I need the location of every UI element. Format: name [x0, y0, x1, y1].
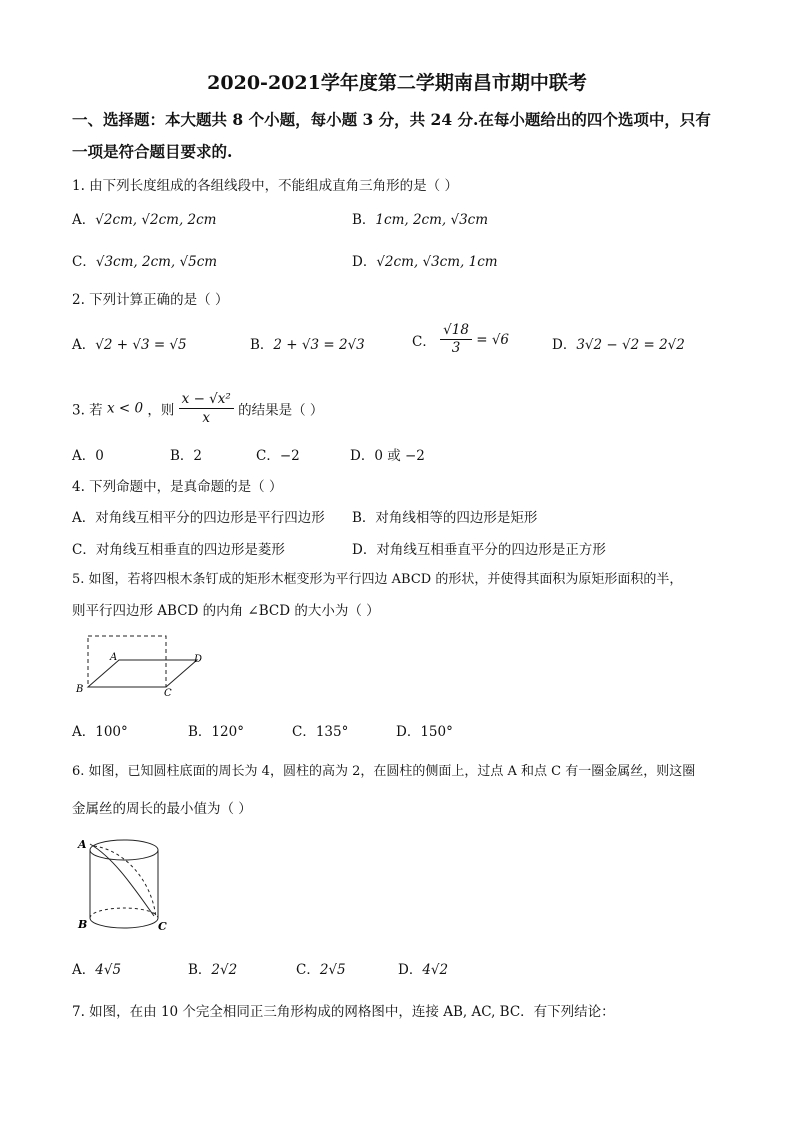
q2-stem: 2. 下列计算正确的是（ ） — [72, 292, 229, 308]
option-text: 2 + √3 = 2√3 — [273, 337, 365, 353]
q7-stem: 7. 如图，在由 10 个完全相同正三角形构成的网格图中，连接 AB, AC, BC．有下列结论： — [72, 1004, 615, 1020]
q5-option-c — [292, 720, 348, 740]
q5-line-1: 5. 如图，若将四根木条钉成的矩形木框变形为平行四边 ABCD 的形状，并使得其面积为原矩形面积的半， — [72, 572, 683, 587]
option-label: B． — [352, 510, 376, 526]
option-label: A． — [72, 510, 96, 526]
fraction-denominator: x — [202, 410, 211, 426]
option-text: −2 — [279, 448, 300, 464]
q1-option-b — [352, 208, 488, 228]
option-label: B． — [170, 448, 194, 464]
q1-option-a — [72, 208, 216, 228]
label-a: A — [110, 652, 118, 663]
q4-option-a — [72, 506, 325, 526]
option-text: 0 — [95, 448, 104, 464]
label-b: B — [76, 684, 84, 695]
option-label: D． — [396, 724, 421, 740]
q5-figure — [72, 630, 222, 700]
option-label: D． — [352, 542, 377, 558]
fraction — [179, 390, 234, 427]
option-label: A． — [72, 212, 96, 228]
original-rectangle — [88, 636, 166, 687]
q5-option-d — [396, 720, 453, 740]
wire-front — [90, 844, 154, 916]
page-title: 2020-2021学年度第二学期南昌市期中联考 — [207, 72, 587, 94]
q3-pre: 3. 若 — [72, 402, 103, 419]
label-c: C — [158, 920, 167, 933]
q6-option-b — [188, 958, 237, 978]
option-label: B． — [188, 962, 212, 978]
q4-option-b — [352, 506, 537, 526]
q1-stem: 1. 由下列长度组成的各组线段中，不能组成直角三角形的是（ ） — [72, 178, 458, 194]
option-label: C． — [292, 724, 316, 740]
q4-stem: 4. 下列命题中，是真命题的是（ ） — [72, 479, 283, 495]
option-label: A． — [72, 448, 96, 464]
option-text: 对角线互相平分的四边形是平行四边形 — [95, 510, 325, 526]
option-label: D． — [352, 254, 377, 270]
q6-option-d — [398, 958, 448, 978]
option-label: A． — [72, 337, 96, 353]
option-text: 0 或 −2 — [374, 448, 425, 464]
option-text: 4√2 — [422, 962, 449, 978]
label-c: C — [164, 688, 172, 699]
option-label: A． — [72, 962, 96, 978]
q3-post: 的结果是（ ） — [238, 402, 324, 419]
section-heading-line-1: 一、选择题：本大题共 8 个小题，每小题 3 分，共 24 分.在每小题给出的四个选项中，只有 — [72, 110, 711, 129]
option-text: 2√2 — [211, 962, 238, 978]
option-text: √2cm, √2cm, 2cm — [95, 212, 217, 228]
option-label: D． — [350, 448, 375, 464]
option-text: √2 + √3 = √5 — [95, 337, 187, 353]
q4-option-d — [352, 538, 606, 558]
option-text: √2cm, √3cm, 1cm — [376, 254, 498, 270]
q3-stem — [72, 390, 323, 427]
q6-line-2: 金属丝的周长的最小值为（ ） — [72, 801, 252, 817]
option-label: B． — [250, 337, 274, 353]
fraction-numerator: √18 — [440, 322, 472, 340]
q5-line-2: 则平行四边形 ABCD 的内角 ∠BCD 的大小为（ ） — [72, 603, 380, 619]
option-text: 2 — [193, 448, 203, 464]
cylinder-bottom-back — [90, 908, 158, 918]
q1-option-c — [72, 250, 217, 270]
q6-option-a — [72, 958, 121, 978]
wire-back — [94, 846, 156, 918]
q4-option-c — [72, 538, 285, 558]
q2-option-d — [552, 333, 685, 353]
option-label: D． — [552, 337, 577, 353]
option-label: C． — [72, 254, 96, 270]
fraction-rhs: = √6 — [476, 331, 510, 348]
option-text: 135° — [315, 724, 349, 740]
option-text: 120° — [211, 724, 244, 740]
fraction — [440, 322, 472, 357]
option-label: C． — [72, 542, 96, 558]
option-label: C． — [412, 333, 436, 350]
option-label: A． — [72, 724, 96, 740]
section-heading-line-2: 一项是符合题目要求的. — [72, 142, 233, 161]
option-label: C． — [296, 962, 320, 978]
parallelogram-abcd — [88, 660, 197, 687]
q3-option-b — [170, 444, 202, 464]
q6-option-c — [296, 958, 346, 978]
q6-cylinder-figure — [74, 830, 174, 940]
option-text: 对角线相等的四边形是矩形 — [375, 510, 538, 526]
label-b: B — [78, 918, 88, 931]
label-a: A — [78, 838, 87, 851]
fraction-denominator: 3 — [451, 340, 461, 356]
q2-option-b — [250, 333, 365, 353]
option-label: B． — [352, 212, 376, 228]
option-text: 3√2 − √2 = 2√2 — [576, 337, 685, 353]
option-label: B． — [188, 724, 212, 740]
q3-option-c — [256, 444, 300, 464]
option-text: 对角线互相垂直平分的四边形是正方形 — [376, 542, 606, 558]
q1-option-d — [352, 250, 498, 270]
option-text: 对角线互相垂直的四边形是菱形 — [95, 542, 285, 558]
cylinder-bottom-front — [90, 918, 158, 928]
option-text: 2√5 — [319, 962, 346, 978]
option-text: √3cm, 2cm, √5cm — [95, 254, 218, 270]
q3-mid: ，则 — [147, 402, 175, 419]
q6-line-1: 6. 如图，已知圆柱底面的周长为 4，圆柱的高为 2，在圆柱的侧面上，过点 A 和点 C 有一圈金属丝，则这圈 — [72, 764, 696, 779]
q2-option-c — [412, 322, 509, 357]
q5-option-b — [188, 720, 244, 740]
option-label: D． — [398, 962, 423, 978]
q2-option-a — [72, 333, 187, 353]
q3-condition: x < 0 — [106, 400, 144, 417]
option-text: 150° — [420, 724, 453, 740]
option-label: C． — [256, 448, 280, 464]
option-text: 100° — [95, 724, 128, 740]
fraction-numerator: x − √x² — [179, 390, 234, 409]
q3-option-d — [350, 444, 425, 464]
cylinder-top — [90, 840, 158, 860]
option-text: 4√5 — [95, 962, 122, 978]
option-text: 1cm, 2cm, √3cm — [375, 212, 489, 228]
q3-option-a — [72, 444, 104, 464]
label-d: D — [194, 654, 203, 665]
q5-option-a — [72, 720, 128, 740]
